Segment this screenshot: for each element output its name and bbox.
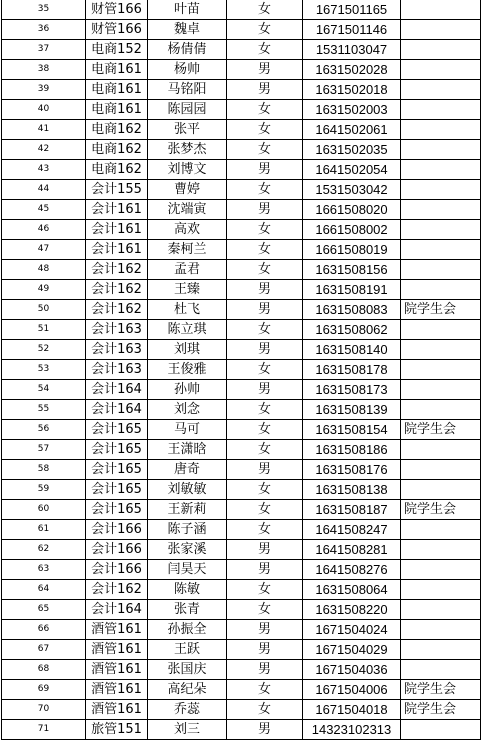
note-cell[interactable] xyxy=(401,640,481,660)
row-number-cell[interactable]: 56 xyxy=(2,420,86,440)
student-id-cell[interactable]: 1671501165 xyxy=(303,0,401,20)
student-id-cell[interactable]: 1661508002 xyxy=(303,220,401,240)
row-number-cell[interactable]: 44 xyxy=(2,180,86,200)
student-id-cell[interactable]: 1631508062 xyxy=(303,320,401,340)
student-id-cell[interactable]: 1631508186 xyxy=(303,440,401,460)
note-cell[interactable] xyxy=(401,380,481,400)
note-cell[interactable] xyxy=(401,80,481,100)
student-id-cell[interactable]: 14323102313 xyxy=(303,720,401,740)
student-id-cell[interactable]: 1631508154 xyxy=(303,420,401,440)
note-cell[interactable] xyxy=(401,240,481,260)
note-cell[interactable]: 院学生会 xyxy=(401,300,481,320)
row-number-cell[interactable]: 35 xyxy=(2,0,86,20)
table-row xyxy=(2,320,481,340)
sex-cell[interactable]: 女 xyxy=(227,520,303,540)
table-row xyxy=(2,20,481,40)
student-id-cell[interactable]: 1631508138 xyxy=(303,480,401,500)
sex-cell[interactable]: 男 xyxy=(227,560,303,580)
table-row xyxy=(2,440,481,460)
row-number-cell[interactable]: 51 xyxy=(2,320,86,340)
class-cell[interactable]: 会计166 xyxy=(86,560,148,580)
student-id-cell[interactable]: 1631508176 xyxy=(303,460,401,480)
name-cell[interactable]: 乔蕊 xyxy=(148,700,227,720)
table-row xyxy=(2,220,481,240)
note-cell[interactable]: 院学生会 xyxy=(401,420,481,440)
student-id-cell[interactable]: 1641508247 xyxy=(303,520,401,540)
note-cell[interactable] xyxy=(401,180,481,200)
name-cell[interactable]: 刘博文 xyxy=(148,160,227,180)
row-number-cell[interactable]: 54 xyxy=(2,380,86,400)
class-cell[interactable]: 会计166 xyxy=(86,520,148,540)
name-cell[interactable]: 孙振全 xyxy=(148,620,227,640)
student-id-cell[interactable]: 1631508191 xyxy=(303,280,401,300)
sex-cell[interactable]: 男 xyxy=(227,280,303,300)
student-id-cell[interactable]: 1631508220 xyxy=(303,600,401,620)
sex-cell[interactable]: 女 xyxy=(227,20,303,40)
sex-cell[interactable]: 男 xyxy=(227,80,303,100)
name-cell[interactable]: 秦柯兰 xyxy=(148,240,227,260)
student-id-cell[interactable]: 1631502028 xyxy=(303,60,401,80)
name-cell[interactable]: 杨帅 xyxy=(148,60,227,80)
student-id-cell[interactable]: 1631508187 xyxy=(303,500,401,520)
class-cell[interactable]: 会计162 xyxy=(86,260,148,280)
class-cell[interactable]: 财管166 xyxy=(86,20,148,40)
name-cell[interactable]: 叶苗 xyxy=(148,0,227,20)
class-cell[interactable]: 会计165 xyxy=(86,420,148,440)
name-cell[interactable]: 刘琪 xyxy=(148,340,227,360)
class-cell[interactable]: 电商162 xyxy=(86,140,148,160)
class-cell[interactable]: 会计161 xyxy=(86,220,148,240)
table-row xyxy=(2,640,481,660)
name-cell[interactable]: 孟君 xyxy=(148,260,227,280)
table-row xyxy=(2,660,481,680)
sex-cell[interactable]: 男 xyxy=(227,540,303,560)
class-cell[interactable]: 电商161 xyxy=(86,80,148,100)
class-cell[interactable]: 会计164 xyxy=(86,600,148,620)
note-cell[interactable] xyxy=(401,0,481,20)
sex-cell[interactable]: 女 xyxy=(227,360,303,380)
row-number-cell[interactable]: 64 xyxy=(2,580,86,600)
note-cell[interactable] xyxy=(401,140,481,160)
table-row xyxy=(2,200,481,220)
table-row xyxy=(2,700,481,720)
row-number-cell[interactable]: 43 xyxy=(2,160,86,180)
class-cell[interactable]: 会计161 xyxy=(86,240,148,260)
note-cell[interactable] xyxy=(401,520,481,540)
table-row xyxy=(2,300,481,320)
name-cell[interactable]: 马可 xyxy=(148,420,227,440)
student-id-cell[interactable]: 1631502035 xyxy=(303,140,401,160)
class-cell[interactable]: 电商162 xyxy=(86,120,148,140)
note-cell[interactable]: 院学生会 xyxy=(401,700,481,720)
table-row xyxy=(2,620,481,640)
class-cell[interactable]: 电商152 xyxy=(86,40,148,60)
class-cell[interactable]: 会计155 xyxy=(86,180,148,200)
name-cell[interactable]: 张国庆 xyxy=(148,660,227,680)
sex-cell[interactable]: 女 xyxy=(227,420,303,440)
sex-cell[interactable]: 女 xyxy=(227,260,303,280)
name-cell[interactable]: 沈端寅 xyxy=(148,200,227,220)
sex-cell[interactable]: 女 xyxy=(227,600,303,620)
student-id-cell[interactable]: 1631502003 xyxy=(303,100,401,120)
table-row xyxy=(2,360,481,380)
sex-cell[interactable]: 女 xyxy=(227,440,303,460)
sex-cell[interactable]: 男 xyxy=(227,380,303,400)
row-number-cell[interactable]: 57 xyxy=(2,440,86,460)
table-row xyxy=(2,180,481,200)
sex-cell[interactable]: 女 xyxy=(227,580,303,600)
student-id-cell[interactable]: 1661508019 xyxy=(303,240,401,260)
note-cell[interactable] xyxy=(401,60,481,80)
sex-cell[interactable]: 女 xyxy=(227,100,303,120)
class-cell[interactable]: 电商161 xyxy=(86,100,148,120)
note-cell[interactable] xyxy=(401,480,481,500)
class-cell[interactable]: 酒管161 xyxy=(86,620,148,640)
note-cell[interactable] xyxy=(401,600,481,620)
name-cell[interactable]: 陈敏 xyxy=(148,580,227,600)
name-cell[interactable]: 陈立琪 xyxy=(148,320,227,340)
student-id-cell[interactable]: 1671501146 xyxy=(303,20,401,40)
row-number-cell[interactable]: 36 xyxy=(2,20,86,40)
class-cell[interactable]: 会计161 xyxy=(86,200,148,220)
note-cell[interactable] xyxy=(401,660,481,680)
name-cell[interactable]: 张平 xyxy=(148,120,227,140)
class-cell[interactable]: 会计162 xyxy=(86,300,148,320)
name-cell[interactable]: 马铭阳 xyxy=(148,80,227,100)
row-number-cell[interactable]: 66 xyxy=(2,620,86,640)
student-id-cell[interactable]: 1661508020 xyxy=(303,200,401,220)
name-cell[interactable]: 张梦杰 xyxy=(148,140,227,160)
note-cell[interactable] xyxy=(401,440,481,460)
class-cell[interactable]: 会计165 xyxy=(86,460,148,480)
sex-cell[interactable]: 男 xyxy=(227,160,303,180)
student-id-cell[interactable]: 1671504006 xyxy=(303,680,401,700)
class-cell[interactable]: 酒管161 xyxy=(86,640,148,660)
row-number-cell[interactable]: 58 xyxy=(2,460,86,480)
note-cell[interactable] xyxy=(401,460,481,480)
class-cell[interactable]: 酒管161 xyxy=(86,700,148,720)
table-row xyxy=(2,80,481,100)
sex-cell[interactable]: 女 xyxy=(227,400,303,420)
table-row xyxy=(2,280,481,300)
note-cell[interactable] xyxy=(401,280,481,300)
student-id-cell[interactable]: 1631508178 xyxy=(303,360,401,380)
name-cell[interactable]: 王俊雅 xyxy=(148,360,227,380)
table-row xyxy=(2,580,481,600)
class-cell[interactable]: 酒管161 xyxy=(86,680,148,700)
class-cell[interactable]: 酒管161 xyxy=(86,660,148,680)
name-cell[interactable]: 孙帅 xyxy=(148,380,227,400)
row-number-cell[interactable]: 46 xyxy=(2,220,86,240)
note-cell[interactable] xyxy=(401,540,481,560)
sex-cell[interactable]: 女 xyxy=(227,680,303,700)
name-cell[interactable]: 高纪朵 xyxy=(148,680,227,700)
sex-cell[interactable]: 女 xyxy=(227,700,303,720)
row-number-cell[interactable]: 67 xyxy=(2,640,86,660)
note-cell[interactable] xyxy=(401,720,481,740)
sex-cell[interactable]: 女 xyxy=(227,40,303,60)
student-id-cell[interactable]: 1631508083 xyxy=(303,300,401,320)
row-number-cell[interactable]: 39 xyxy=(2,80,86,100)
table-row xyxy=(2,260,481,280)
sex-cell[interactable]: 女 xyxy=(227,180,303,200)
row-number-cell[interactable]: 60 xyxy=(2,500,86,520)
note-cell[interactable] xyxy=(401,340,481,360)
student-id-cell[interactable]: 1641508281 xyxy=(303,540,401,560)
student-id-cell[interactable]: 1631508156 xyxy=(303,260,401,280)
row-number-cell[interactable]: 55 xyxy=(2,400,86,420)
class-cell[interactable]: 旅管151 xyxy=(86,720,148,740)
row-number-cell[interactable]: 71 xyxy=(2,720,86,740)
note-cell[interactable] xyxy=(401,100,481,120)
class-cell[interactable]: 会计165 xyxy=(86,440,148,460)
name-cell[interactable]: 王臻 xyxy=(148,280,227,300)
sex-cell[interactable]: 男 xyxy=(227,640,303,660)
student-id-cell[interactable]: 1631508139 xyxy=(303,400,401,420)
class-cell[interactable]: 会计162 xyxy=(86,280,148,300)
note-cell[interactable] xyxy=(401,200,481,220)
sex-cell[interactable]: 男 xyxy=(227,200,303,220)
table-row xyxy=(2,380,481,400)
row-number-cell[interactable]: 47 xyxy=(2,240,86,260)
student-table xyxy=(1,0,481,740)
name-cell[interactable]: 魏卓 xyxy=(148,20,227,40)
table-row xyxy=(2,120,481,140)
student-id-cell[interactable]: 1671504018 xyxy=(303,700,401,720)
student-id-cell[interactable]: 1631508140 xyxy=(303,340,401,360)
name-cell[interactable]: 王跃 xyxy=(148,640,227,660)
name-cell[interactable]: 刘敏敏 xyxy=(148,480,227,500)
sex-cell[interactable]: 男 xyxy=(227,660,303,680)
row-number-cell[interactable]: 37 xyxy=(2,40,86,60)
class-cell[interactable]: 电商161 xyxy=(86,60,148,80)
name-cell[interactable]: 高欢 xyxy=(148,220,227,240)
class-cell[interactable]: 会计163 xyxy=(86,360,148,380)
note-cell[interactable] xyxy=(401,320,481,340)
sex-cell[interactable]: 男 xyxy=(227,300,303,320)
table-row xyxy=(2,60,481,80)
sex-cell[interactable]: 男 xyxy=(227,460,303,480)
class-cell[interactable]: 会计164 xyxy=(86,400,148,420)
row-number-cell[interactable]: 45 xyxy=(2,200,86,220)
table-row xyxy=(2,600,481,620)
student-id-cell[interactable]: 1641502061 xyxy=(303,120,401,140)
note-cell[interactable] xyxy=(401,400,481,420)
name-cell[interactable]: 张家溪 xyxy=(148,540,227,560)
table-row xyxy=(2,460,481,480)
row-number-cell[interactable]: 70 xyxy=(2,700,86,720)
row-number-cell[interactable]: 68 xyxy=(2,660,86,680)
student-id-cell[interactable]: 1641502054 xyxy=(303,160,401,180)
row-number-cell[interactable]: 61 xyxy=(2,520,86,540)
name-cell[interactable]: 闫昊天 xyxy=(148,560,227,580)
row-number-cell[interactable]: 38 xyxy=(2,60,86,80)
table-row xyxy=(2,720,481,740)
class-cell[interactable]: 会计162 xyxy=(86,580,148,600)
name-cell[interactable]: 张青 xyxy=(148,600,227,620)
row-number-cell[interactable]: 41 xyxy=(2,120,86,140)
name-cell[interactable]: 陈子涵 xyxy=(148,520,227,540)
name-cell[interactable]: 杜飞 xyxy=(148,300,227,320)
student-id-cell[interactable]: 1671504024 xyxy=(303,620,401,640)
table-row xyxy=(2,560,481,580)
sex-cell[interactable]: 男 xyxy=(227,60,303,80)
class-cell[interactable]: 会计166 xyxy=(86,540,148,560)
class-cell[interactable]: 电商162 xyxy=(86,160,148,180)
table-row xyxy=(2,540,481,560)
sex-cell[interactable]: 女 xyxy=(227,500,303,520)
row-number-cell[interactable]: 48 xyxy=(2,260,86,280)
class-cell[interactable]: 会计165 xyxy=(86,480,148,500)
sex-cell[interactable]: 男 xyxy=(227,720,303,740)
table-row xyxy=(2,100,481,120)
row-number-cell[interactable]: 59 xyxy=(2,480,86,500)
row-number-cell[interactable]: 40 xyxy=(2,100,86,120)
student-id-cell[interactable]: 1641508276 xyxy=(303,560,401,580)
table-row xyxy=(2,480,481,500)
note-cell[interactable]: 院学生会 xyxy=(401,680,481,700)
name-cell[interactable]: 刘三 xyxy=(148,720,227,740)
table-row xyxy=(2,680,481,700)
name-cell[interactable]: 杨倩倩 xyxy=(148,40,227,60)
student-id-cell[interactable]: 1531503042 xyxy=(303,180,401,200)
row-number-cell[interactable]: 62 xyxy=(2,540,86,560)
name-cell[interactable]: 陈园园 xyxy=(148,100,227,120)
sex-cell[interactable]: 女 xyxy=(227,220,303,240)
name-cell[interactable]: 王新莉 xyxy=(148,500,227,520)
row-number-cell[interactable]: 63 xyxy=(2,560,86,580)
sex-cell[interactable]: 女 xyxy=(227,120,303,140)
note-cell[interactable] xyxy=(401,620,481,640)
row-number-cell[interactable]: 50 xyxy=(2,300,86,320)
note-cell[interactable] xyxy=(401,120,481,140)
class-cell[interactable]: 财管166 xyxy=(86,0,148,20)
table-row xyxy=(2,140,481,160)
name-cell[interactable]: 刘念 xyxy=(148,400,227,420)
note-cell[interactable] xyxy=(401,160,481,180)
note-cell[interactable] xyxy=(401,560,481,580)
student-id-cell[interactable]: 1631502018 xyxy=(303,80,401,100)
sex-cell[interactable]: 男 xyxy=(227,340,303,360)
sex-cell[interactable]: 男 xyxy=(227,620,303,640)
note-cell[interactable] xyxy=(401,580,481,600)
student-id-cell[interactable]: 1631508173 xyxy=(303,380,401,400)
sex-cell[interactable]: 女 xyxy=(227,0,303,20)
note-cell[interactable] xyxy=(401,20,481,40)
student-id-cell[interactable]: 1531103047 xyxy=(303,40,401,60)
class-cell[interactable]: 会计165 xyxy=(86,500,148,520)
row-number-cell[interactable]: 65 xyxy=(2,600,86,620)
table-row xyxy=(2,40,481,60)
row-number-cell[interactable]: 69 xyxy=(2,680,86,700)
sex-cell[interactable]: 女 xyxy=(227,320,303,340)
sex-cell[interactable]: 女 xyxy=(227,480,303,500)
class-cell[interactable]: 会计163 xyxy=(86,320,148,340)
name-cell[interactable]: 王潇晗 xyxy=(148,440,227,460)
note-cell[interactable]: 院学生会 xyxy=(401,500,481,520)
table-row xyxy=(2,240,481,260)
table-row xyxy=(2,520,481,540)
row-number-cell[interactable]: 49 xyxy=(2,280,86,300)
note-cell[interactable] xyxy=(401,220,481,240)
note-cell[interactable] xyxy=(401,360,481,380)
sex-cell[interactable]: 女 xyxy=(227,140,303,160)
sex-cell[interactable]: 女 xyxy=(227,240,303,260)
table-row xyxy=(2,160,481,180)
student-id-cell[interactable]: 1671504029 xyxy=(303,640,401,660)
name-cell[interactable]: 唐奇 xyxy=(148,460,227,480)
row-number-cell[interactable]: 42 xyxy=(2,140,86,160)
class-cell[interactable]: 会计164 xyxy=(86,380,148,400)
table-row xyxy=(2,0,481,20)
table-row xyxy=(2,400,481,420)
table-row xyxy=(2,420,481,440)
row-number-cell[interactable]: 52 xyxy=(2,340,86,360)
student-id-cell[interactable]: 1631508064 xyxy=(303,580,401,600)
note-cell[interactable] xyxy=(401,40,481,60)
student-id-cell[interactable]: 1671504036 xyxy=(303,660,401,680)
table-row xyxy=(2,340,481,360)
table-row xyxy=(2,500,481,520)
row-number-cell[interactable]: 53 xyxy=(2,360,86,380)
class-cell[interactable]: 会计163 xyxy=(86,340,148,360)
note-cell[interactable] xyxy=(401,260,481,280)
table-body xyxy=(2,0,481,740)
name-cell[interactable]: 曹婷 xyxy=(148,180,227,200)
